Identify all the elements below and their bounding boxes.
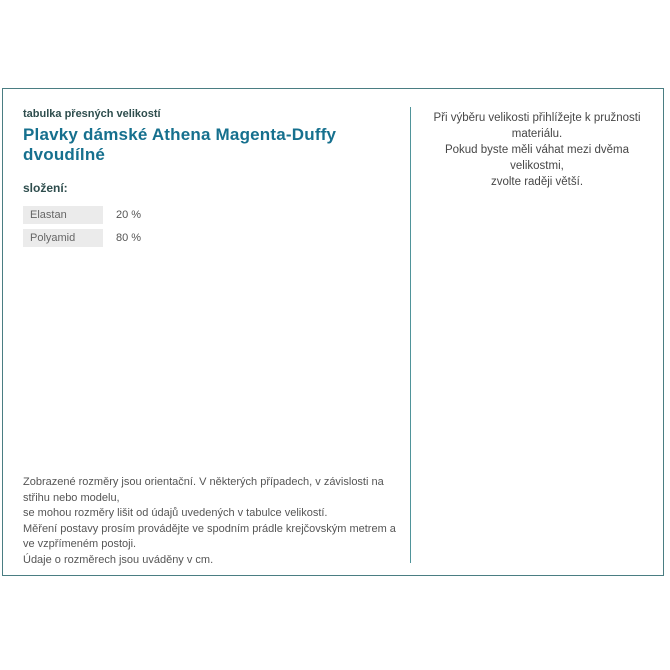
composition-table: [23, 206, 400, 247]
disclaimer-line: Údaje o rozměrech jsou uváděny v cm.: [23, 553, 214, 566]
product-title: Plavky dámské Athena Magenta-Duffy dvoudílné: [23, 125, 337, 164]
size-advice-line: Pokud byste měli váhat mezi dvěma velikostmi,: [444, 144, 630, 172]
disclaimer-line: Měření postavy prosím provádějte ve spodním prádle krejčovským metrem a ve vzpřímeném postoji.: [23, 522, 396, 550]
measurement-disclaimer: [23, 475, 402, 568]
table-row: [23, 206, 400, 224]
table-row: [23, 229, 400, 247]
disclaimer-line: Zobrazené rozměry jsou orientační. V některých případech, v závislosti na střihu nebo modelu,: [23, 476, 384, 504]
size-table-panel: [2, 88, 664, 576]
size-advice-column: [411, 89, 663, 575]
size-advice-note: [423, 110, 651, 190]
size-advice-line: zvolte raději větší.: [490, 176, 584, 188]
size-table-heading: tabulka přesných velikostí: [23, 108, 161, 120]
composition-heading: složení:: [23, 181, 68, 195]
disclaimer-line: se mohou rozměry lišit od údajů uvedených v tabulce velikostí.: [23, 507, 328, 519]
composition-material-value: 80 %: [116, 232, 142, 244]
size-table-left-column: [3, 89, 410, 575]
composition-material-value: 20 %: [116, 209, 142, 221]
size-advice-line: Při výběru velikosti přihlížejte k pružnosti materiálu.: [433, 112, 641, 140]
composition-material-label: Polyamid: [23, 229, 103, 247]
composition-material-label: Elastan: [23, 206, 103, 224]
